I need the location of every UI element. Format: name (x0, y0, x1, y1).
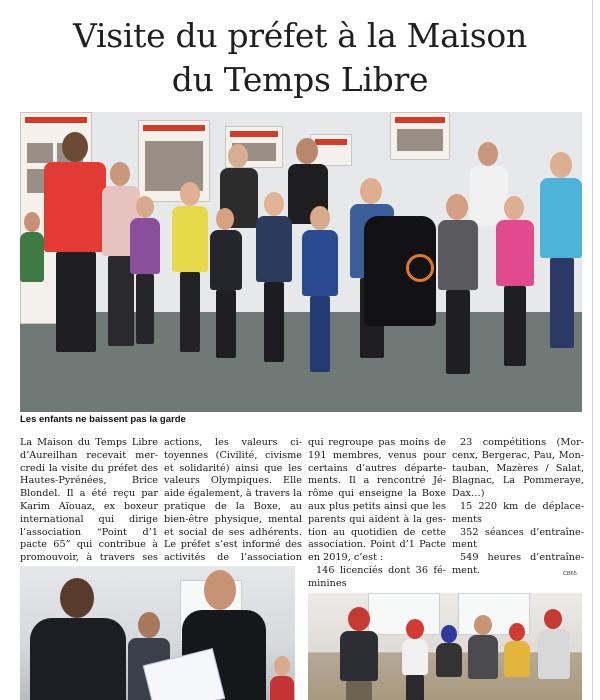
text-line: parents qui aident à la ges- (308, 513, 446, 525)
text-line: credi la visite du préfet des (20, 462, 158, 474)
wall-window (368, 593, 440, 635)
text-line: 15 220 km de déplace- (460, 500, 584, 512)
text-line: Hautes-Pyrénées, Brice (20, 475, 158, 487)
text-line: rôme qui enseigne la Boxe (308, 488, 446, 500)
text-line: 549 heures d’entraîne- (460, 552, 584, 564)
text-line: pacte 65” qui contribue à (20, 539, 158, 551)
text-line: Blondel. Il a été reçu par (20, 488, 158, 500)
photo-credit: CB65 (563, 571, 577, 577)
text-line: aux plus petits ainsi que les (308, 500, 446, 512)
headline-line-1: Visite du préfet à la Maison (73, 16, 527, 55)
article-column-2 (164, 437, 302, 565)
text-line: Karim Aïouaz, ex boxeur (20, 500, 158, 512)
text-line: ment. (452, 564, 481, 576)
text-line: 191 membres, venus pour (308, 449, 446, 461)
text-line: ments. Il a rencontré Jé- (308, 475, 446, 487)
boxing-training-photo (308, 593, 582, 700)
text-line: Le préfet s’est informé des (164, 539, 302, 551)
text-line: l’association “Point d’1 (20, 526, 158, 538)
group-photo (20, 112, 582, 412)
text-line: ment (452, 539, 478, 551)
photo-floor (20, 312, 582, 412)
text-line: et solidarité) ainsi que les (164, 462, 302, 474)
article-column-4 (452, 437, 584, 578)
text-line: Dax…) (452, 488, 485, 500)
text-line: certains d’autres départe- (308, 462, 446, 474)
text-line: ments (452, 513, 483, 525)
text-line: 352 séances d’entraîne- (460, 526, 584, 538)
article-column-3 (308, 437, 446, 591)
headline-line-2: du Temps Libre (171, 60, 429, 99)
text-line: en 2019, c’est : (308, 552, 384, 564)
text-line: d’Aureilhan recevait mer- (20, 449, 158, 461)
text-line: minines (308, 577, 347, 589)
text-line: activités de l’association (164, 552, 302, 564)
text-line: promouvoir, à travers ses (20, 552, 158, 564)
text-line: association. Point d’1 Pacte (308, 539, 446, 551)
text-line: et social de ses adhérents. (164, 526, 302, 538)
text-line: cenx, Bergerac, Pau, Mon- (452, 449, 584, 461)
text-line: 146 licenciés dont 36 fé- (316, 564, 446, 576)
text-line: Blagnac, La Pommeraye, (452, 475, 584, 487)
text-line: tion au quotidien de cette (308, 526, 446, 538)
page-rule (592, 0, 593, 700)
wall-poster (390, 112, 450, 160)
text-line: actions, les valeurs ci- (164, 437, 302, 448)
text-line: international qui dirige (20, 513, 158, 525)
text-line: aide également, à travers la (164, 488, 302, 500)
text-line: valeurs Olympiques. Elle (164, 475, 302, 487)
text-line: tauban, Mazères / Salat, (452, 462, 584, 474)
article-column-1 (20, 437, 158, 565)
text-line: qui regroupe pas moins de (308, 437, 446, 448)
prefect-meeting-photo (20, 566, 295, 700)
text-line: toyennes (Civilité, civisme (164, 449, 302, 461)
text-line: La Maison du Temps Libre (20, 437, 158, 448)
text-line: 23 compétitions (Mor- (460, 437, 584, 448)
text-line: pratique de la Boxe, au (164, 500, 302, 512)
text-line: bien-être physique, mental (164, 513, 302, 525)
article-headline (0, 14, 600, 102)
photo-caption: Les enfants ne baissent pas la garde (20, 414, 186, 425)
